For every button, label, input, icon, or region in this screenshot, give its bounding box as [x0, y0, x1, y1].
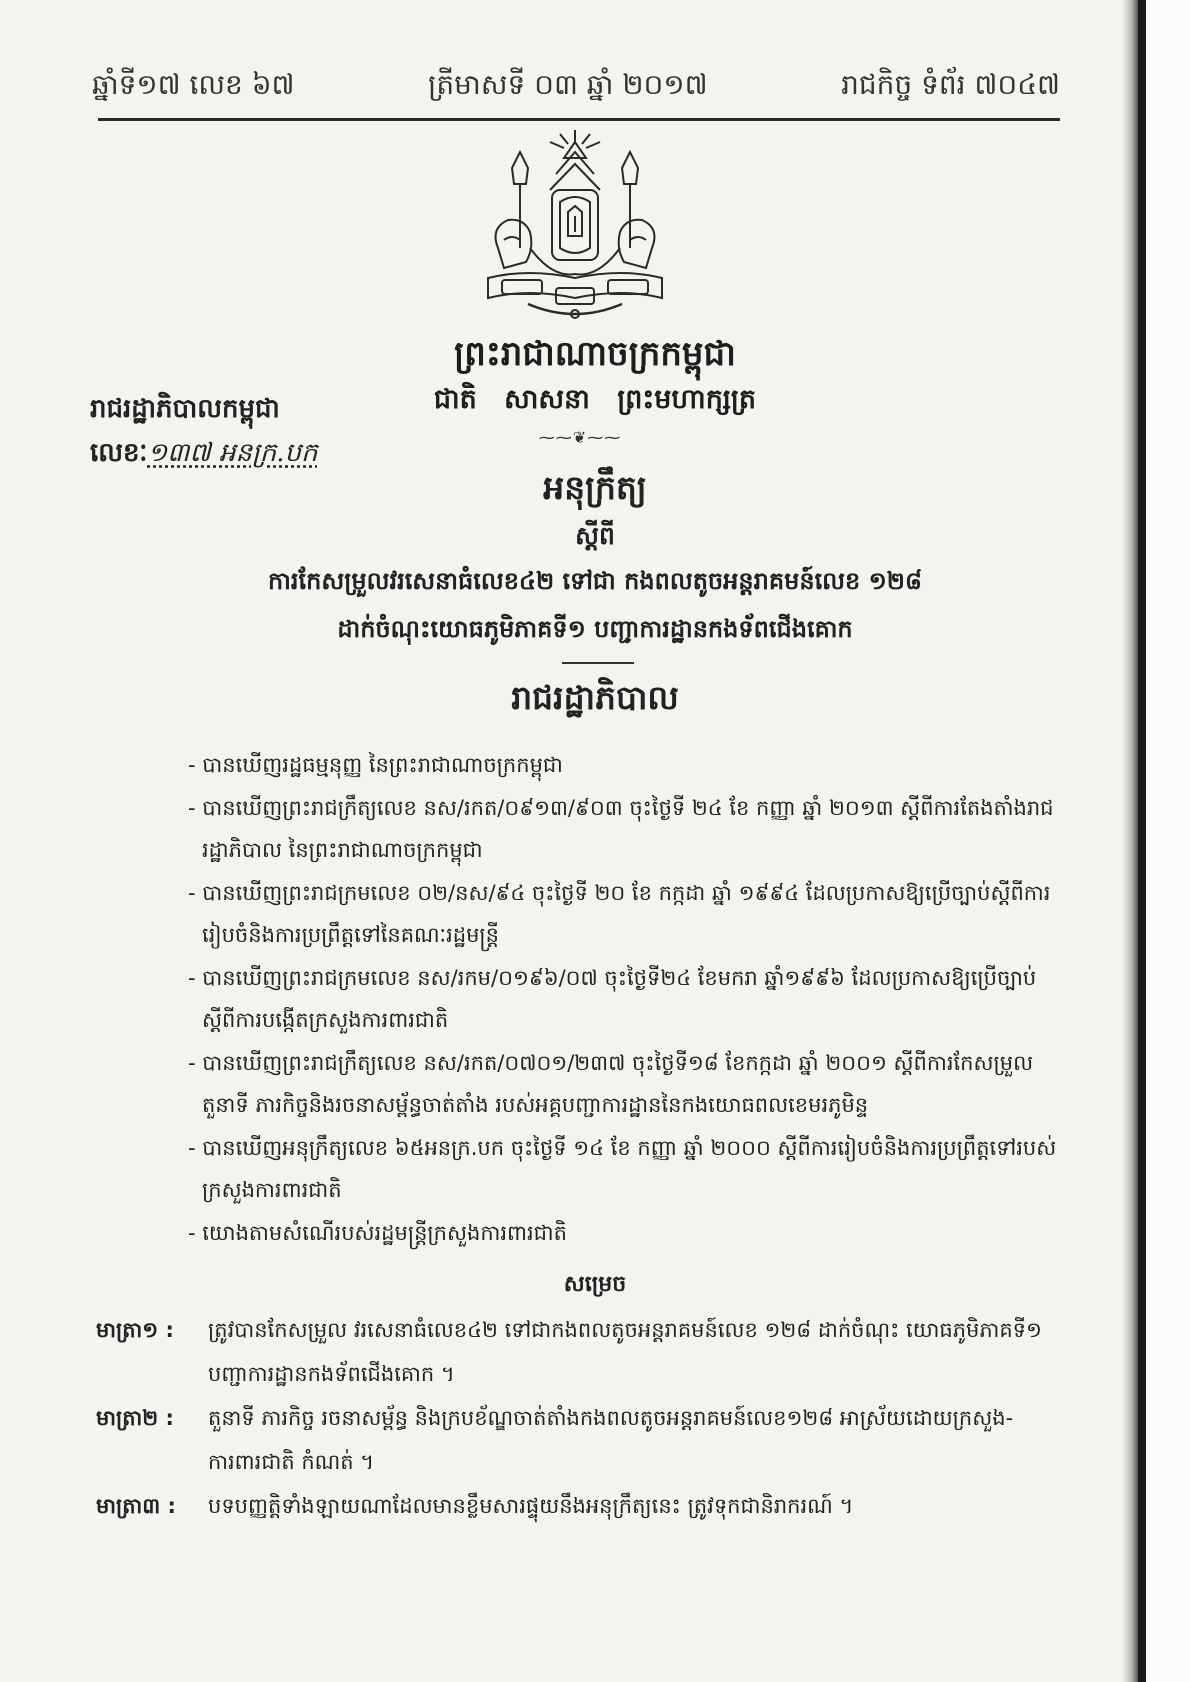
motto-ornament: ⁓⁓❦⁓⁓ [538, 428, 622, 447]
about-label: ស្តីពី [575, 521, 615, 550]
decision-heading: សម្រេច [563, 1272, 627, 1297]
legal-basis-item: - យោងតាមសំណើរបស់រដ្ឋមន្ត្រីក្រសួងការពារជាតិ [188, 1220, 567, 1245]
legal-basis-item: - បានឃើញព្រះរាជក្រមលេខ ០២/នស/៩៤ ចុះថ្ងៃទី ២០ ខែ កក្កដា ឆ្នាំ ១៩៩៤ ដែលប្រកាសឱ្យប្រើច្បាប់ស្តីពីការរៀបចំនិងការប្រព្រឹត្តទៅនៃគណៈរដ្ឋមន្ត្រី [188, 880, 1051, 947]
document-type-heading: អនុក្រឹត្យ [543, 468, 647, 507]
gazette-page-ref: រាជកិច្ច ទំព័រ ៧០៤៧ [841, 67, 1060, 101]
gazette-header [92, 62, 1060, 112]
legal-basis-item: - បានឃើញអនុក្រឹត្យលេខ ៦៥អនក្រ.បក ចុះថ្ងៃទី ១៤ ខែ កញ្ញា ឆ្នាំ ២០០០ ស្តីពីការរៀបចំនិងការប្រព្រឹត្តទៅរបស់ក្រសួងការពារជាតិ [188, 1135, 1057, 1202]
title-separator [562, 662, 634, 664]
kingdom-name: ព្រះរាជាណាចក្រកម្ពុជា [454, 334, 736, 374]
article-label: មាត្រា១ : [96, 1318, 174, 1342]
legal-basis-item: - បានឃើញរដ្ឋធម្មនុញ្ញ នៃព្រះរាជាណាចក្រកម្ពុជា [188, 753, 563, 777]
legal-basis-item: - បានឃើញព្រះរាជក្រឹត្យលេខ នស/រកត/០៩១៣/៩០៣ ចុះថ្ងៃទី ២៤ ខែ កញ្ញា ឆ្នាំ ២០១៣ ស្តីពីការតែងតាំងរាជរដ្ឋាភិបាល នៃព្រះរាជាណាចក្រកម្ពុជា [188, 795, 1054, 862]
legal-basis-item: - បានឃើញព្រះរាជក្រមលេខ នស/រកម/០១៩៦/០៧ ចុះថ្ងៃទី២៤ ខែមករា ឆ្នាំ១៩៩៦ ដែលប្រកាសឱ្យប្រើច្បាប់ស្តីពីការបង្កើតក្រសួងការពារជាតិ [188, 965, 1037, 1032]
page-margin-outer [1146, 0, 1190, 1682]
gazette-year-issue: ឆ្នាំទី១៧ លេខ ៦៧ [92, 67, 295, 101]
article-text: បទបញ្ញត្តិទាំងឡាយណាដែលមានខ្លឹមសារផ្ទុយនឹងអនុក្រឹត្យនេះ ត្រូវទុកជានិរាករណ៍ ។ [208, 1494, 854, 1518]
legal-basis-list [188, 744, 1060, 1254]
header-rule [98, 118, 1060, 121]
document-title-line-1: ការកែសម្រួលវរសេនាធំលេខ៤២ ទៅជា កងពលតូចអន្តរាគមន៍លេខ ១២៨ [268, 567, 922, 595]
royal-coat-of-arms-emblem [468, 128, 682, 330]
article-2 [96, 1396, 1060, 1484]
legal-basis-item: - បានឃើញព្រះរាជក្រឹត្យលេខ នស/រកត/០៧០១/២៣៧ ចុះថ្ងៃទី១៨ ខែកក្កដា ឆ្នាំ ២០០១ ស្តីពីការកែសម្រួលតួនាទី ភារកិច្ចនិងរចនាសម្ព័ន្ធចាត់តាំង របស់អគ្គបញ្ជាការដ្ឋាននៃកងយោធពលខេមរភូមិន្ទ [188, 1050, 1034, 1117]
issuer-heading: រាជរដ្ឋាភិបាល [511, 678, 679, 717]
reference-handwritten-number: ១៣៧ អនក្រ.បក [147, 438, 318, 468]
gazette-quarter: ត្រីមាសទី ០៣ ឆ្នាំ ២០១៧ [428, 67, 708, 101]
article-label: មាត្រា៣ : [96, 1494, 176, 1518]
national-motto: ជាតិ សាសនា ព្រះមហាក្សត្រ [433, 384, 757, 415]
article-3 [96, 1484, 1060, 1528]
article-1 [96, 1308, 1060, 1396]
article-text: ត្រូវបានកែសម្រួល វរសេនាធំលេខ៤២ ទៅជាកងពលតូចអន្តរាគមន៍លេខ ១២៨ ដាក់ចំណុះ យោធភូមិភាគទី១ បញ្ជាការដ្ឋានកងទ័ពជើងគោក ។ [208, 1318, 1042, 1386]
issuing-authority: រាជរដ្ឋាភិបាលកម្ពុជា [90, 394, 280, 424]
article-text: តួនាទី ភារកិច្ច រចនាសម្ព័ន្ធ និងក្របខ័ណ្ឌចាត់តាំងកងពលតូចអន្តរាគមន៍លេខ១២៨ អាស្រ័យដោយក្រសួង-ការពារជាតិ កំណត់ ។ [208, 1406, 1014, 1474]
page-edge-binding [1138, 0, 1146, 1682]
document-title-line-2: ដាក់ចំណុះយោធភូមិភាគទី១ បញ្ជាការដ្ឋានកងទ័ពជើងគោក [337, 615, 853, 643]
article-label: មាត្រា២ : [96, 1406, 174, 1430]
reference-label: លេខៈ [90, 438, 148, 468]
